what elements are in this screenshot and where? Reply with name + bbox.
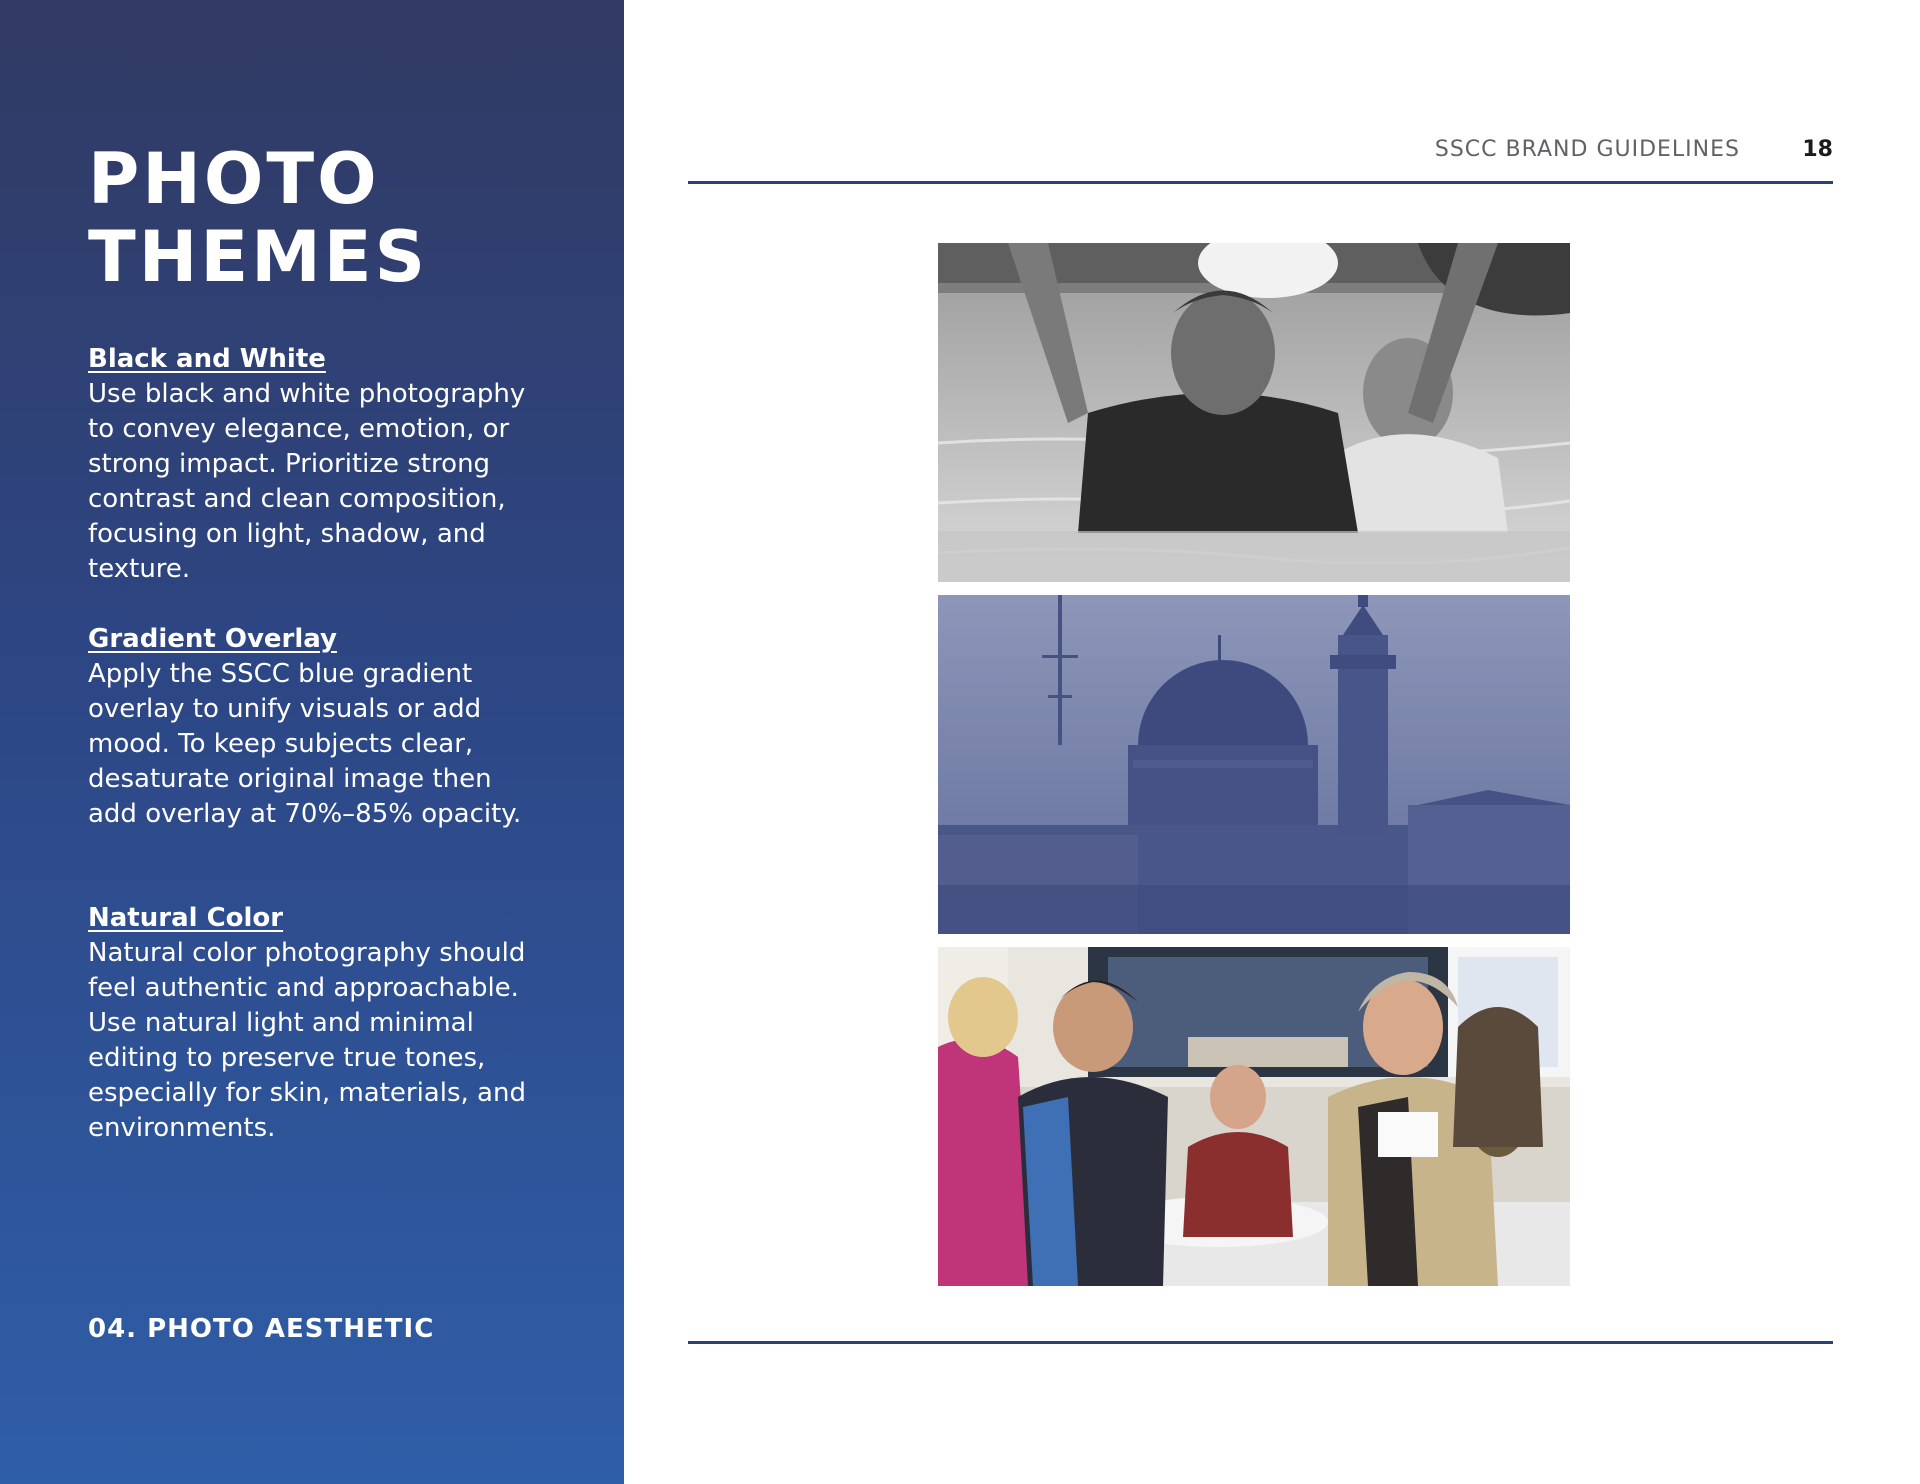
section-gradient-overlay — [88, 622, 528, 832]
document-header-title: SSCC BRAND GUIDELINES — [1434, 137, 1740, 162]
section-heading-black-and-white: Black and White — [88, 344, 326, 374]
photo-natural-color — [938, 947, 1570, 1286]
footer-divider — [688, 1341, 1833, 1344]
section-natural-color — [88, 901, 528, 1146]
page-title-line2: THEMES — [88, 216, 429, 298]
page-title — [88, 140, 428, 296]
section-heading-natural-color: Natural Color — [88, 903, 284, 933]
header-divider — [688, 181, 1833, 184]
group-conversation-photo-illustration — [938, 947, 1570, 1286]
photo-black-and-white — [938, 243, 1570, 582]
section-footer-label: 04. PHOTO AESTHETIC — [88, 1314, 435, 1344]
section-heading-gradient-overlay: Gradient Overlay — [88, 624, 337, 654]
section-body-gradient-overlay: Apply the SSCC blue gradient overlay to unify visuals or add mood. To keep subjects clear, desaturate original image then add overlay at 70%–85% opacity. — [88, 659, 522, 829]
section-body-natural-color: Natural color photography should feel authentic and approachable. Use natural light and minimal editing to preserve true tones, especially for skin, materials, and environments. — [88, 938, 526, 1143]
section-black-and-white — [88, 342, 528, 587]
page-title-line1: PHOTO — [88, 138, 380, 220]
sidebar-panel — [0, 0, 624, 1484]
section-body-black-and-white: Use black and white photography to convey elegance, emotion, or strong impact. Prioritize strong contrast and clean composition, focusing on light, shadow, and texture. — [88, 379, 526, 584]
dome-skyline-photo-illustration — [938, 595, 1570, 934]
photo-gradient-overlay — [938, 595, 1570, 934]
page-number: 18 — [1802, 137, 1833, 162]
baptism-photo-illustration — [938, 243, 1570, 582]
